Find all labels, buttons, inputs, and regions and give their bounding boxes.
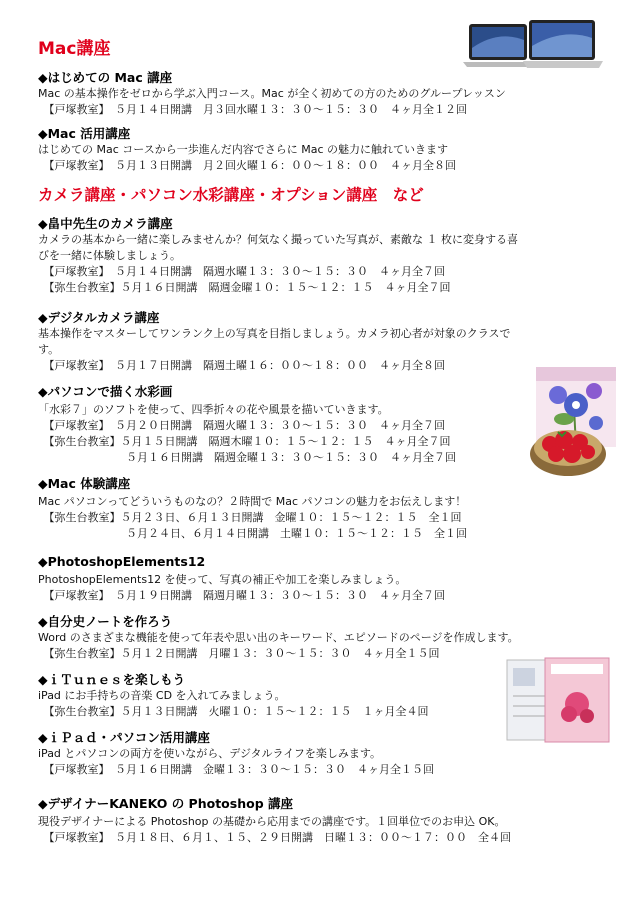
course-description: 現役デザイナーによる Photoshop の基礎から応用までの講座です。１回単位でのお申込 OK。 xyxy=(38,815,506,828)
course-title: ◆ｉＰａｄ・パソコン活用講座 xyxy=(38,730,210,745)
course-description: す。 xyxy=(38,343,60,356)
section-heading-camera: カメラ講座・パソコン水彩講座・オプション講座 など xyxy=(38,186,424,204)
course-title: ◆畠中先生のカメラ講座 xyxy=(38,216,173,231)
macbook-image xyxy=(463,18,603,70)
course-title: ◆デザイナーKANEKO の Photoshop 講座 xyxy=(38,796,293,811)
course-title: ◆パソコンで描く水彩画 xyxy=(38,384,173,399)
course-schedule: 【弥生台教室】５月１３日開講 火曜１０：１５～１２：１５ １ヶ月全４回 xyxy=(38,705,429,718)
section-heading-mac: Mac講座 xyxy=(38,39,111,59)
course-schedule: 【戸塚教室】 ５月１７日開講 隔週土曜１６：００～１８：００ ４ヶ月全８回 xyxy=(38,359,445,372)
course-schedule: 【戸塚教室】 ５月２０日開講 隔週火曜１３：３０～１５：３０ ４ヶ月全７回 xyxy=(38,419,445,432)
course-schedule: ５月１６日開講 隔週金曜１３：３０～１５：３０ ４ヶ月全７回 xyxy=(38,451,456,464)
course-title: ◆PhotoshopElements12 xyxy=(38,554,206,569)
course-title: ◆自分史ノートを作ろう xyxy=(38,614,173,629)
course-description: Mac パソコンってどういうものなの？２時間で Mac パソコンの魅力をお伝えします！ xyxy=(38,495,467,508)
course-description: iPad にお手持ちの音楽 CD を入れてみましょう。 xyxy=(38,689,286,702)
course-title: ◆デジタルカメラ講座 xyxy=(38,310,160,325)
course-description: Mac の基本操作をゼロから学ぶ入門コース。Mac が全く初めての方のためのグループレッスン xyxy=(38,87,506,100)
course-description: Word のさまざまな機能を使って年表や思い出のキーワード、エピソードのページを作成します。 xyxy=(38,631,519,644)
course-schedule: 【戸塚教室】 ５月１４日開講 隔週水曜１３：３０～１５：３０ ４ヶ月全７回 xyxy=(38,265,445,278)
course-schedule: ５月２４日、６月１４日開講 土曜１０：１５～１２：１５ 全１回 xyxy=(38,527,467,540)
course-description: iPad とパソコンの両方を使いながら、デジタルライフを楽しみます。 xyxy=(38,747,381,760)
course-description: PhotoshopElements12 を使って、写真の補正や加工を楽しみましょう。 xyxy=(38,573,407,586)
course-schedule: 【戸塚教室】 ５月１４日開講 月３回水曜１３：３０～１５：３０ ４ヶ月全１２回 xyxy=(38,103,467,116)
course-schedule: 【戸塚教室】 ５月１６日開講 金曜１３：３０～１５：３０ ４ヶ月全１５回 xyxy=(38,763,434,776)
course-schedule: 【弥生台教室】５月１５日開講 隔週木曜１０：１５～１２：１５ ４ヶ月全７回 xyxy=(38,435,451,448)
course-schedule: 【弥生台教室】５月１６日開講 隔週金曜１０：１５～１２：１５ ４ヶ月全７回 xyxy=(38,281,451,294)
course-description: はじめての Mac コースから一歩進んだ内容でさらに Mac の魅力に触れていきます xyxy=(38,143,448,156)
notebook-image xyxy=(505,656,613,744)
course-title: ◆Mac 活用講座 xyxy=(38,126,131,141)
course-description: 「水彩７」のソフトを使って、四季折々の花や風景を描いていきます。 xyxy=(38,403,389,416)
course-description: びを一緒に体験しましょう。 xyxy=(38,249,181,262)
course-schedule: 【戸塚教室】 ５月１８日、６月１、１５、２９日開講 日曜１３：００～１７：００ 全４回 xyxy=(38,831,511,844)
strawberry-image xyxy=(528,410,608,480)
course-title: ◆Mac 体験講座 xyxy=(38,476,131,491)
course-schedule: 【弥生台教室】５月１２日開講 月曜１３：３０～１５：３０ ４ヶ月全１５回 xyxy=(38,647,440,660)
course-schedule: 【戸塚教室】 ５月１３日開講 月２回火曜１６：００～１８：００ ４ヶ月全８回 xyxy=(38,159,456,172)
course-schedule: 【弥生台教室】５月２３日、６月１３日開講 金曜１０：１５～１２：１５ 全１回 xyxy=(38,511,462,524)
course-description: カメラの基本から一緒に楽しみませんか？何気なく撮っていた写真が、素敵な １ 枚に変身する喜 xyxy=(38,233,518,246)
course-schedule: 【戸塚教室】 ５月１９日開講 隔週月曜１３：３０～１５：３０ ４ヶ月全７回 xyxy=(38,589,445,602)
course-title: ◆はじめての Mac 講座 xyxy=(38,70,173,85)
course-description: 基本操作をマスターしてワンランク上の写真を目指しましょう。カメラ初心者が対象のクラスで xyxy=(38,327,511,340)
course-title: ◆ｉＴｕｎｅｓを楽しもう xyxy=(38,672,186,687)
